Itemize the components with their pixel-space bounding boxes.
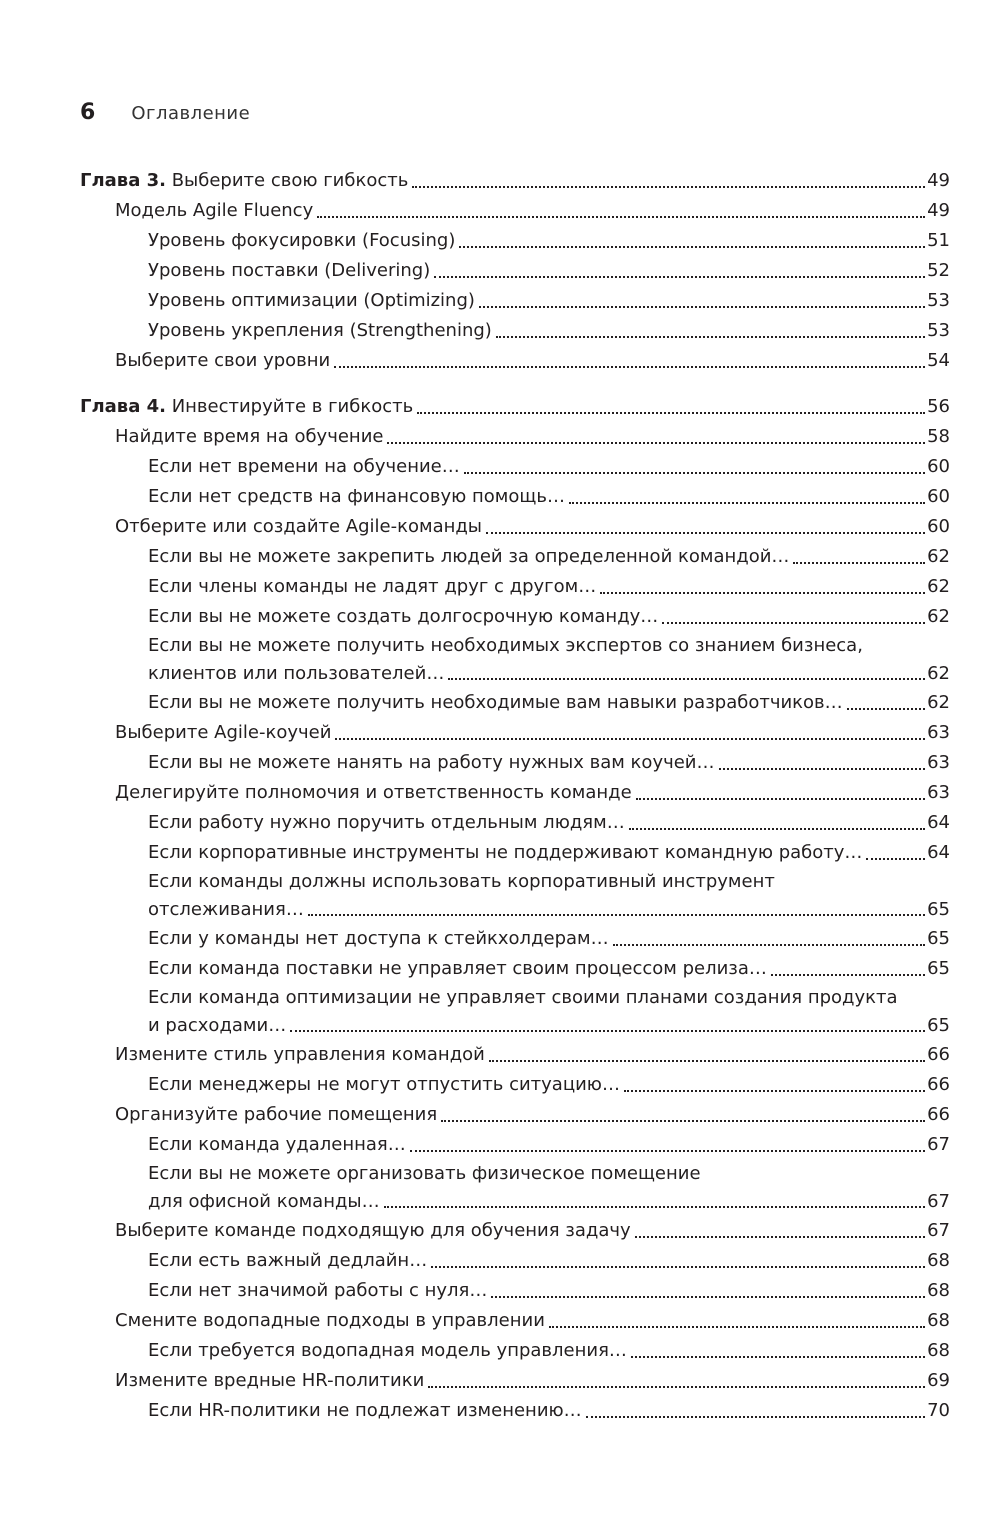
- toc-entry-row: [148, 1188, 950, 1216]
- toc-entry-title: [148, 896, 304, 924]
- toc-subsection-entry: [80, 256, 950, 286]
- toc-entry-row: [115, 718, 950, 748]
- toc-entry-text: Инвестируйте в гибкость: [165, 396, 414, 417]
- toc-subsection-entry: [80, 954, 950, 984]
- toc-entry-title: [148, 1336, 627, 1366]
- toc-entry-row: [148, 1012, 950, 1040]
- toc-entry-row: [115, 1100, 950, 1130]
- toc-subsection-entry: [80, 286, 950, 316]
- toc-entry-row: [148, 572, 950, 602]
- toc-entry-title-line: Если команды должны использовать корпоративный инструмент: [148, 871, 775, 892]
- toc-subsection-entry: [80, 748, 950, 778]
- toc-page-number: 67: [927, 1220, 950, 1241]
- toc-page-number: 65: [927, 1015, 950, 1036]
- toc-section-entry: [80, 778, 950, 808]
- toc-entry-title: [115, 512, 482, 542]
- toc-entry-title: [80, 392, 413, 422]
- dot-leader: [600, 592, 925, 594]
- toc-subsection-entry: [80, 1160, 950, 1216]
- toc-entry-text: Если у команды нет доступа к стейкхолдерам…: [148, 928, 609, 949]
- dot-leader: [629, 828, 925, 830]
- toc-entry-row: [115, 196, 950, 226]
- toc-entry-row: [148, 316, 950, 346]
- toc-entry-row: [148, 954, 950, 984]
- toc-entry-title: [115, 1306, 545, 1336]
- toc-page-number: 68: [927, 1250, 950, 1271]
- dot-leader: [290, 1030, 925, 1032]
- toc-page-number: 63: [927, 782, 950, 803]
- toc-entry-title: [148, 954, 767, 984]
- toc-entry-row: [148, 286, 950, 316]
- toc-entry-title: [148, 542, 789, 572]
- toc-entry-text: Если менеджеры не могут отпустить ситуацию…: [148, 1074, 620, 1095]
- toc-entry-row: [148, 542, 950, 572]
- dot-leader: [586, 1416, 925, 1418]
- toc-entry-text: Если нет времени на обучение…: [148, 456, 460, 477]
- toc-page-number: 56: [927, 396, 950, 417]
- dot-leader: [489, 1060, 925, 1062]
- toc-entry-text: Измените стиль управления командой: [115, 1044, 485, 1065]
- toc-entry-row: [148, 452, 950, 482]
- toc-entry-title: [115, 1216, 631, 1246]
- dot-leader: [662, 622, 925, 624]
- dot-leader: [459, 246, 925, 248]
- toc-entry-title: [148, 1070, 620, 1100]
- dot-leader: [486, 532, 925, 534]
- toc-entry-text: Выберите свои уровни: [115, 350, 331, 371]
- dot-leader: [491, 1296, 925, 1298]
- toc-page-number: 53: [927, 320, 950, 341]
- toc-section-entry: [80, 512, 950, 542]
- toc-subsection-entry: [80, 572, 950, 602]
- section-title: Оглавление: [131, 103, 251, 124]
- chapter-label: Глава 3.: [80, 170, 166, 191]
- toc-subsection-entry: [80, 924, 950, 954]
- dot-leader: [334, 366, 925, 368]
- toc-entry-title: [148, 316, 492, 346]
- dot-leader: [384, 1206, 925, 1208]
- toc-entry-title: [148, 572, 596, 602]
- toc-subsection-entry: [80, 1276, 950, 1306]
- toc-entry-title: [148, 1012, 286, 1040]
- dot-leader: [631, 1356, 925, 1358]
- toc-subsection-entry: [80, 226, 950, 256]
- dot-leader: [847, 708, 925, 710]
- toc-entry-text: клиентов или пользователей…: [148, 663, 445, 684]
- toc-entry-row: [148, 808, 950, 838]
- toc-entry-title: [148, 256, 430, 286]
- toc-entry-row: [148, 924, 950, 954]
- toc-entry-title: [148, 482, 565, 512]
- dot-leader: [636, 798, 925, 800]
- toc-section-entry: [80, 1366, 950, 1396]
- dot-leader: [412, 186, 925, 188]
- toc-page-number: 65: [927, 899, 950, 920]
- toc-entry-row: [148, 482, 950, 512]
- toc-entry-title-line: Если вы не можете получить необходимых экспертов со знанием бизнеса,: [148, 635, 863, 656]
- toc-entry-title: [115, 778, 632, 808]
- toc-entry-row: [148, 688, 950, 718]
- toc-entry-text: Если нет средств на финансовую помощь…: [148, 486, 565, 507]
- toc-subsection-entry: [80, 1246, 950, 1276]
- toc-entry-title: [115, 422, 383, 452]
- toc-page-number: 68: [927, 1310, 950, 1331]
- toc-entry-title: [148, 924, 609, 954]
- toc-section-entry: [80, 1306, 950, 1336]
- toc-entry-text: Если HR-политики не подлежат изменению…: [148, 1400, 582, 1421]
- toc-entry-text: Если члены команды не ладят друг с другом…: [148, 576, 597, 597]
- toc-entry-text: Уровень укрепления (Strengthening): [148, 320, 492, 341]
- toc-entry-text: Организуйте рабочие помещения: [115, 1104, 438, 1125]
- toc-entry-title: [148, 1188, 380, 1216]
- toc-entry-text: Если работу нужно поручить отдельным людям…: [148, 812, 625, 833]
- dot-leader: [549, 1326, 925, 1328]
- toc-subsection-entry: [80, 542, 950, 572]
- toc-section-entry: [80, 1216, 950, 1246]
- toc-entry-text: Если нет значимой работы с нуля…: [148, 1280, 488, 1301]
- toc-entry-text: Отберите или создайте Agile-команды: [115, 516, 483, 537]
- toc-entry-title: [148, 808, 625, 838]
- toc-subsection-entry: [80, 838, 950, 868]
- toc-entry-text: для офисной команды…: [148, 1191, 380, 1212]
- toc-chapter-entry: [80, 392, 950, 422]
- toc-page-number: 67: [927, 1191, 950, 1212]
- dot-leader: [387, 442, 925, 444]
- toc-entry-text: Если вы не можете получить необходимые вам навыки разработчиков…: [148, 692, 843, 713]
- toc-entry-title: [148, 688, 843, 718]
- toc-subsection-entry: [80, 1130, 950, 1160]
- toc-entry-title: [148, 1246, 427, 1276]
- toc-page-number: 60: [927, 486, 950, 507]
- dot-leader: [569, 502, 925, 504]
- toc-entry-row: [148, 1130, 950, 1160]
- dot-leader: [308, 914, 925, 916]
- dot-leader: [335, 738, 925, 740]
- toc-entry-title: [148, 602, 658, 632]
- toc-entry-title: [115, 718, 331, 748]
- dot-leader: [866, 858, 925, 860]
- toc-subsection-entry: [80, 1336, 950, 1366]
- toc-entry-row: [115, 512, 950, 542]
- toc-entry-title: [115, 1040, 485, 1070]
- toc-page-number: 49: [927, 170, 950, 191]
- toc-entry-row: [115, 1040, 950, 1070]
- toc-page-number: 51: [927, 230, 950, 251]
- toc-section-entry: [80, 1040, 950, 1070]
- toc-entry-title: [80, 166, 408, 196]
- toc-section-entry: [80, 1100, 950, 1130]
- toc-entry-text: Модель Agile Fluency: [115, 200, 314, 221]
- dot-leader: [417, 412, 925, 414]
- dot-leader: [635, 1236, 925, 1238]
- toc-page-number: 62: [927, 663, 950, 684]
- dot-leader: [496, 336, 925, 338]
- dot-leader: [410, 1150, 925, 1152]
- toc-entry-title: [115, 346, 330, 376]
- toc-entry-text: Выберите команде подходящую для обучения задачу: [115, 1220, 631, 1241]
- toc-page-number: 63: [927, 752, 950, 773]
- toc-page-number: 67: [927, 1134, 950, 1155]
- toc-page-number: 66: [927, 1074, 950, 1095]
- toc-subsection-entry: [80, 482, 950, 512]
- toc-entry-text: и расходами…: [148, 1015, 287, 1036]
- toc-page-number: 68: [927, 1280, 950, 1301]
- toc-subsection-entry: [80, 808, 950, 838]
- dot-leader: [441, 1120, 925, 1122]
- toc-entry-title: [148, 748, 715, 778]
- toc-entry-text: Измените вредные HR-политики: [115, 1370, 425, 1391]
- toc-entry-title: [148, 1130, 406, 1160]
- toc-entry-title-line: Если вы не можете организовать физическое помещение: [148, 1163, 701, 1184]
- toc-section-entry: [80, 422, 950, 452]
- toc-entry-title: [148, 1276, 487, 1306]
- toc-entry-row: [148, 1276, 950, 1306]
- toc-entry-text: Если вы не можете закрепить людей за определенной командой…: [148, 546, 790, 567]
- toc-entry-row: [115, 1366, 950, 1396]
- toc-entry-title: [115, 196, 313, 226]
- toc-entry-row: [80, 166, 950, 196]
- toc-chapter-entry: [80, 166, 950, 196]
- toc-section-entry: [80, 718, 950, 748]
- toc-page-number: 66: [927, 1044, 950, 1065]
- toc-entry-text: Если вы не можете нанять на работу нужных вам коучей…: [148, 752, 715, 773]
- toc-entry-row: [115, 778, 950, 808]
- toc-entry-title: [115, 1100, 437, 1130]
- dot-leader: [428, 1386, 925, 1388]
- toc-page-number: 62: [927, 576, 950, 597]
- toc-entry-text: Если команда поставки не управляет своим процессом релиза…: [148, 958, 767, 979]
- toc-entry-row: [148, 748, 950, 778]
- toc-entry-row: [148, 602, 950, 632]
- toc-entry-text: Если команда удаленная…: [148, 1134, 406, 1155]
- toc-entry-row: [115, 346, 950, 376]
- toc-entry-text: Уровень поставки (Delivering): [148, 260, 431, 281]
- toc-entry-title: [148, 226, 455, 256]
- dot-leader: [431, 1266, 925, 1268]
- toc-page-number: 70: [927, 1400, 950, 1421]
- running-head: [80, 100, 250, 125]
- toc-page-number: 62: [927, 546, 950, 567]
- toc-subsection-entry: [80, 1070, 950, 1100]
- chapter-label: Глава 4.: [80, 396, 166, 417]
- toc-entry-text: Найдите время на обучение: [115, 426, 384, 447]
- toc-page-number: 60: [927, 516, 950, 537]
- toc-entry-text: Если есть важный дедлайн…: [148, 1250, 428, 1271]
- toc-page-number: 52: [927, 260, 950, 281]
- dot-leader: [479, 306, 925, 308]
- dot-leader: [434, 276, 925, 278]
- toc-entry-row: [80, 392, 950, 422]
- toc-page-number: 66: [927, 1104, 950, 1125]
- toc-page-number: 62: [927, 692, 950, 713]
- dot-leader: [719, 768, 926, 770]
- toc-subsection-entry: [80, 984, 950, 1040]
- toc-entry-row: [148, 256, 950, 286]
- toc-page-number: 65: [927, 928, 950, 949]
- toc-entry-row: [115, 1306, 950, 1336]
- toc-page-number: 62: [927, 606, 950, 627]
- toc-entry-row: [148, 1246, 950, 1276]
- table-of-contents: [80, 166, 950, 1426]
- dot-leader: [624, 1090, 925, 1092]
- toc-entry-text: Делегируйте полномочия и ответственность команде: [115, 782, 632, 803]
- toc-entry-text: Если требуется водопадная модель управления…: [148, 1340, 627, 1361]
- toc-subsection-entry: [80, 688, 950, 718]
- dot-leader: [771, 974, 925, 976]
- toc-entry-title: [148, 452, 460, 482]
- toc-entry-text: Смените водопадные подходы в управлении: [115, 1310, 545, 1331]
- toc-subsection-entry: [80, 316, 950, 346]
- page-number: 6: [80, 100, 96, 125]
- toc-page-number: 53: [927, 290, 950, 311]
- toc-subsection-entry: [80, 602, 950, 632]
- toc-entry-text: Уровень оптимизации (Optimizing): [148, 290, 475, 311]
- toc-page-number: 58: [927, 426, 950, 447]
- toc-entry-row: [148, 896, 950, 924]
- toc-page-number: 60: [927, 456, 950, 477]
- toc-entry-row: [148, 660, 950, 688]
- toc-entry-row: [148, 838, 950, 868]
- toc-page-number: 54: [927, 350, 950, 371]
- toc-entry-text: Выберите Agile-коучей: [115, 722, 332, 743]
- toc-entry-text: отслеживания…: [148, 899, 304, 920]
- dot-leader: [464, 472, 925, 474]
- toc-page-number: 69: [927, 1370, 950, 1391]
- toc-section-entry: [80, 196, 950, 226]
- dot-leader: [613, 944, 925, 946]
- toc-entry-text: Уровень фокусировки (Focusing): [148, 230, 456, 251]
- toc-entry-row: [148, 1396, 950, 1426]
- toc-page-number: 64: [927, 812, 950, 833]
- toc-entry-text: Если корпоративные инструменты не поддерживают командную работу…: [148, 842, 863, 863]
- toc-page-number: 68: [927, 1340, 950, 1361]
- toc-section-entry: [80, 346, 950, 376]
- toc-entry-text: Выберите свою гибкость: [165, 170, 409, 191]
- toc-entry-row: [148, 1336, 950, 1366]
- toc-entry-title: [148, 838, 862, 868]
- toc-entry-title: [148, 1396, 582, 1426]
- toc-page-number: 49: [927, 200, 950, 221]
- toc-page-number: 63: [927, 722, 950, 743]
- toc-subsection-entry: [80, 632, 950, 688]
- toc-entry-title: [148, 660, 444, 688]
- toc-entry-row: [115, 1216, 950, 1246]
- toc-subsection-entry: [80, 868, 950, 924]
- toc-entry-row: [115, 422, 950, 452]
- toc-subsection-entry: [80, 452, 950, 482]
- toc-entry-title: [148, 286, 475, 316]
- toc-entry-row: [148, 226, 950, 256]
- toc-entry-title: [115, 1366, 424, 1396]
- toc-entry-title-line: Если команда оптимизации не управляет своими планами создания продукта: [148, 987, 898, 1008]
- dot-leader: [317, 216, 925, 218]
- dot-leader: [448, 678, 925, 680]
- toc-subsection-entry: [80, 1396, 950, 1426]
- toc-page-number: 65: [927, 958, 950, 979]
- toc-entry-text: Если вы не можете создать долгосрочную команду…: [148, 606, 659, 627]
- toc-page-number: 64: [927, 842, 950, 863]
- dot-leader: [793, 562, 925, 564]
- toc-entry-row: [148, 1070, 950, 1100]
